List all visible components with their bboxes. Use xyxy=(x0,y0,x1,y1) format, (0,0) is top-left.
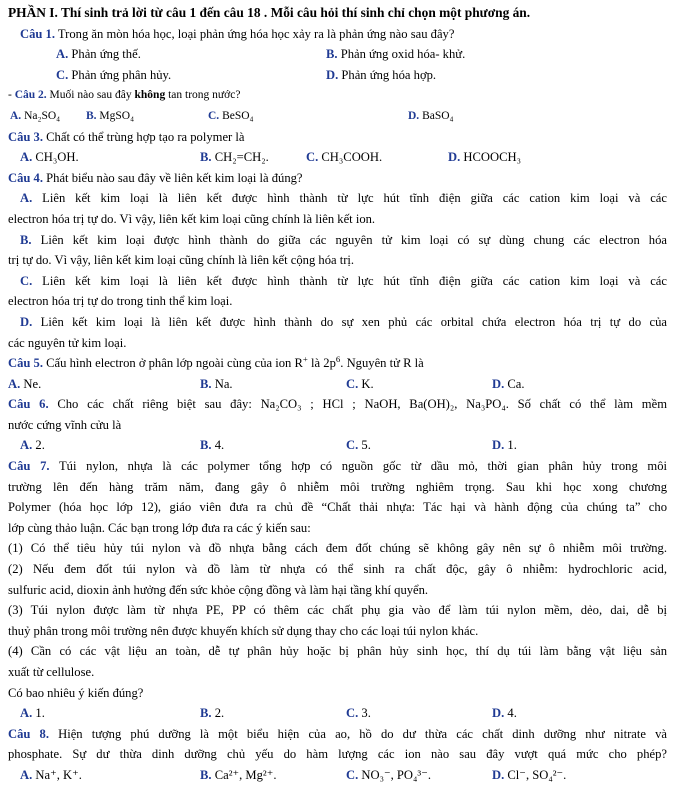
option-b: B. Na. xyxy=(200,376,233,391)
question-2: - Câu 2. Muối nào sau đây không tan trong nước? xyxy=(8,89,241,102)
question-6: Câu 6. Cho các chất riêng biệt sau đây: Na₂CO₃ ; HCl ; NaOH, Ba(OH)₂, Na₃PO₄. Số chất có thể làm mềm xyxy=(8,397,667,412)
option-b: B. 4. xyxy=(200,438,225,453)
q4-option-c-cont: electron hóa trị tự do trong tinh thể kim loại. xyxy=(8,294,233,309)
question-label: Câu 1. xyxy=(20,26,55,41)
q4-option-d: D. Liên kết kim loại là liên kết được hình thành do sự xen phủ các orbital chứa electron hóa trị tự do của xyxy=(20,314,667,329)
q3-options xyxy=(8,147,667,168)
option-a: A. 2. xyxy=(20,438,45,453)
emphasis-word: không xyxy=(134,89,166,102)
statement-3: (3) Túi nylon được làm từ nhựa PE, PP có thêm các chất phụ gia vào để làm túi nylon mềm, dẻo, dai, dễ bị xyxy=(8,603,667,618)
q2-options xyxy=(8,106,667,127)
option-b: B. MgSO₄ xyxy=(86,109,135,122)
question-label: Câu 2. xyxy=(14,89,47,102)
statement-4-cont: xuất từ cellulose. xyxy=(8,665,95,679)
question-7-prompt: Có bao nhiêu ý kiến đúng? xyxy=(8,685,144,700)
q4-option-a: A. Liên kết kim loại là liên kết được hình thành từ lực hút tĩnh điện giữa các cation kim loại và các xyxy=(20,191,667,206)
q5-options xyxy=(8,374,667,395)
option-d: D. Phản ứng hóa hợp. xyxy=(326,67,437,82)
section-title: PHẦN I. Thí sinh trả lời từ câu 1 đến câu 18 . Mỗi câu hỏi thí sinh chỉ chọn một phương án. xyxy=(8,5,531,20)
option-d: D. HCOOCH₃ xyxy=(448,150,521,165)
q8-options xyxy=(8,765,667,786)
statement-4: (4) Cần có các vật liệu an toàn, dễ tự phân hủy hoặc bị phân hủy sinh học, thí dụ túi làm bằng vật liệu sản xyxy=(8,644,667,659)
option-a: A. Na₂SO₄ xyxy=(10,109,61,122)
statement-3-cont: thuỷ phân trong môi trường nên được khuyến khích sử dụng thay cho các loại túi nylon khác. xyxy=(8,623,479,638)
option-b: B. 2. xyxy=(200,706,225,721)
option-d: D. Ca. xyxy=(492,376,525,391)
q1-options-row1 xyxy=(8,44,667,65)
option-c: C. BeSO₄ xyxy=(208,109,254,122)
statement-1: (1) Có thể tiêu hủy túi nylon và đồ nhựa bằng cách đem đốt chúng sẽ không gây nên sự ô nhiễm môi trường. xyxy=(8,541,667,556)
option-c: C. 3. xyxy=(346,706,371,721)
option-c: C. K. xyxy=(346,376,374,391)
question-6-cont: nước cứng vĩnh cửu là xyxy=(8,417,122,432)
option-a: A. 1. xyxy=(20,706,45,721)
q4-option-b: B. Liên kết kim loại được hình thành do giữa các nguyên tử kim loại có sự dùng chung các electron hóa xyxy=(20,232,667,247)
q4-option-b-cont: trị tự do. Vì vậy, liên kết kim loại cũng chính là liên kết cộng hóa trị. xyxy=(8,253,355,268)
q6-options xyxy=(8,435,667,456)
option-d: D. 1. xyxy=(492,438,517,453)
statement-2-cont: sulfuric acid, dioxin ảnh hưởng đến sức khỏe cộng đồng và làm hại tầng khí quyển. xyxy=(8,582,429,597)
q4-option-d-cont: các nguyên tử kim loại. xyxy=(8,335,127,350)
q4-option-a-cont: electron hóa trị tự do. Vì vậy, liên kết kim loại cũng chính là liên kết ion. xyxy=(8,211,376,226)
option-c: C. NO₃⁻, PO₄³⁻. xyxy=(346,767,431,782)
option-c: C. 5. xyxy=(346,438,371,453)
question-label: Câu 6. xyxy=(8,397,49,412)
question-7-line: lớp cùng thảo luận. Các bạn trong lớp đưa ra các ý kiến sau: xyxy=(8,520,311,535)
question-label: Câu 8. xyxy=(8,726,49,741)
option-a: A. Na⁺, K⁺. xyxy=(20,767,82,782)
option-d: D. Cl⁻, SO₄²⁻. xyxy=(492,767,567,782)
q4-option-c: C. Liên kết kim loại là liên kết được hình thành từ lực hút tĩnh điện giữa các cation kim loại và các xyxy=(20,273,667,288)
question-7: Câu 7. Túi nylon, nhựa là các polymer tổng hợp có nguồn gốc từ dầu mỏ, thời gian phân hủy trong môi xyxy=(8,459,667,474)
question-label: Câu 3. xyxy=(8,129,43,144)
question-8-cont: phosphate. Sự dư thừa dinh dưỡng chủ yếu do hàm lượng các ion nào sau đây vượt quá mức cho phép? xyxy=(8,747,667,762)
option-d: D. BaSO₄ xyxy=(408,109,454,122)
question-label: Câu 5. xyxy=(8,356,43,371)
question-8: Câu 8. Hiện tượng phú dưỡng là một biểu hiện của ao, hồ do dư thừa các chất dinh dưỡng như nitrate và xyxy=(8,726,667,741)
question-7-line: Polymer (hóa học lớp 12), giáo viên đưa ra chủ đề “Chất thải nhựa: Tác hại và hành động của chúng ta” cho xyxy=(8,500,667,515)
option-c: C. Phản ứng phân hủy. xyxy=(56,67,172,82)
option-d: D. 4. xyxy=(492,706,517,721)
question-4 xyxy=(8,168,667,189)
question-text: Trong ăn mòn hóa học, loại phản ứng hóa học xảy ra là phản ứng nào sau đây? xyxy=(57,26,455,41)
option-a: A. Phản ứng thế. xyxy=(56,47,141,62)
question-label: Câu 7. xyxy=(8,459,50,474)
option-b: B. Ca²⁺, Mg²⁺. xyxy=(200,767,277,782)
question-label: Câu 4. xyxy=(8,170,43,185)
question-text: Phát biểu nào sau đây về liên kết kim loại là đúng? xyxy=(46,170,303,185)
statement-2: (2) Nếu đem đốt túi nylon và đồ làm từ nhựa có thể sinh ra chất độc, gây ô nhiễm: hydrochloric acid, xyxy=(8,562,667,577)
option-b: B. Phản ứng oxid hóa- khử. xyxy=(326,47,466,62)
question-3 xyxy=(8,127,667,148)
option-b: B. CH₂=CH₂. xyxy=(200,150,269,165)
q7-options xyxy=(8,703,667,724)
question-7-line: trường lên đến hàng trăm năm, đang gây ô nhiễm môi trường nghiêm trọng. Sau khi học xong chương xyxy=(8,479,667,494)
option-a: A. Ne. xyxy=(8,376,42,391)
q1-options-row2 xyxy=(8,65,667,86)
option-a: A. CH₃OH. xyxy=(20,150,79,165)
option-c: C. CH₃COOH. xyxy=(306,150,383,165)
question-text: Chất có thể trùng hợp tạo ra polymer là xyxy=(46,129,245,144)
question-1 xyxy=(8,24,667,45)
question-5: Câu 5. Cấu hình electron ở phân lớp ngoài cùng của ion R+ là $2p^6$. Nguyên tử R là xyxy=(8,353,424,371)
